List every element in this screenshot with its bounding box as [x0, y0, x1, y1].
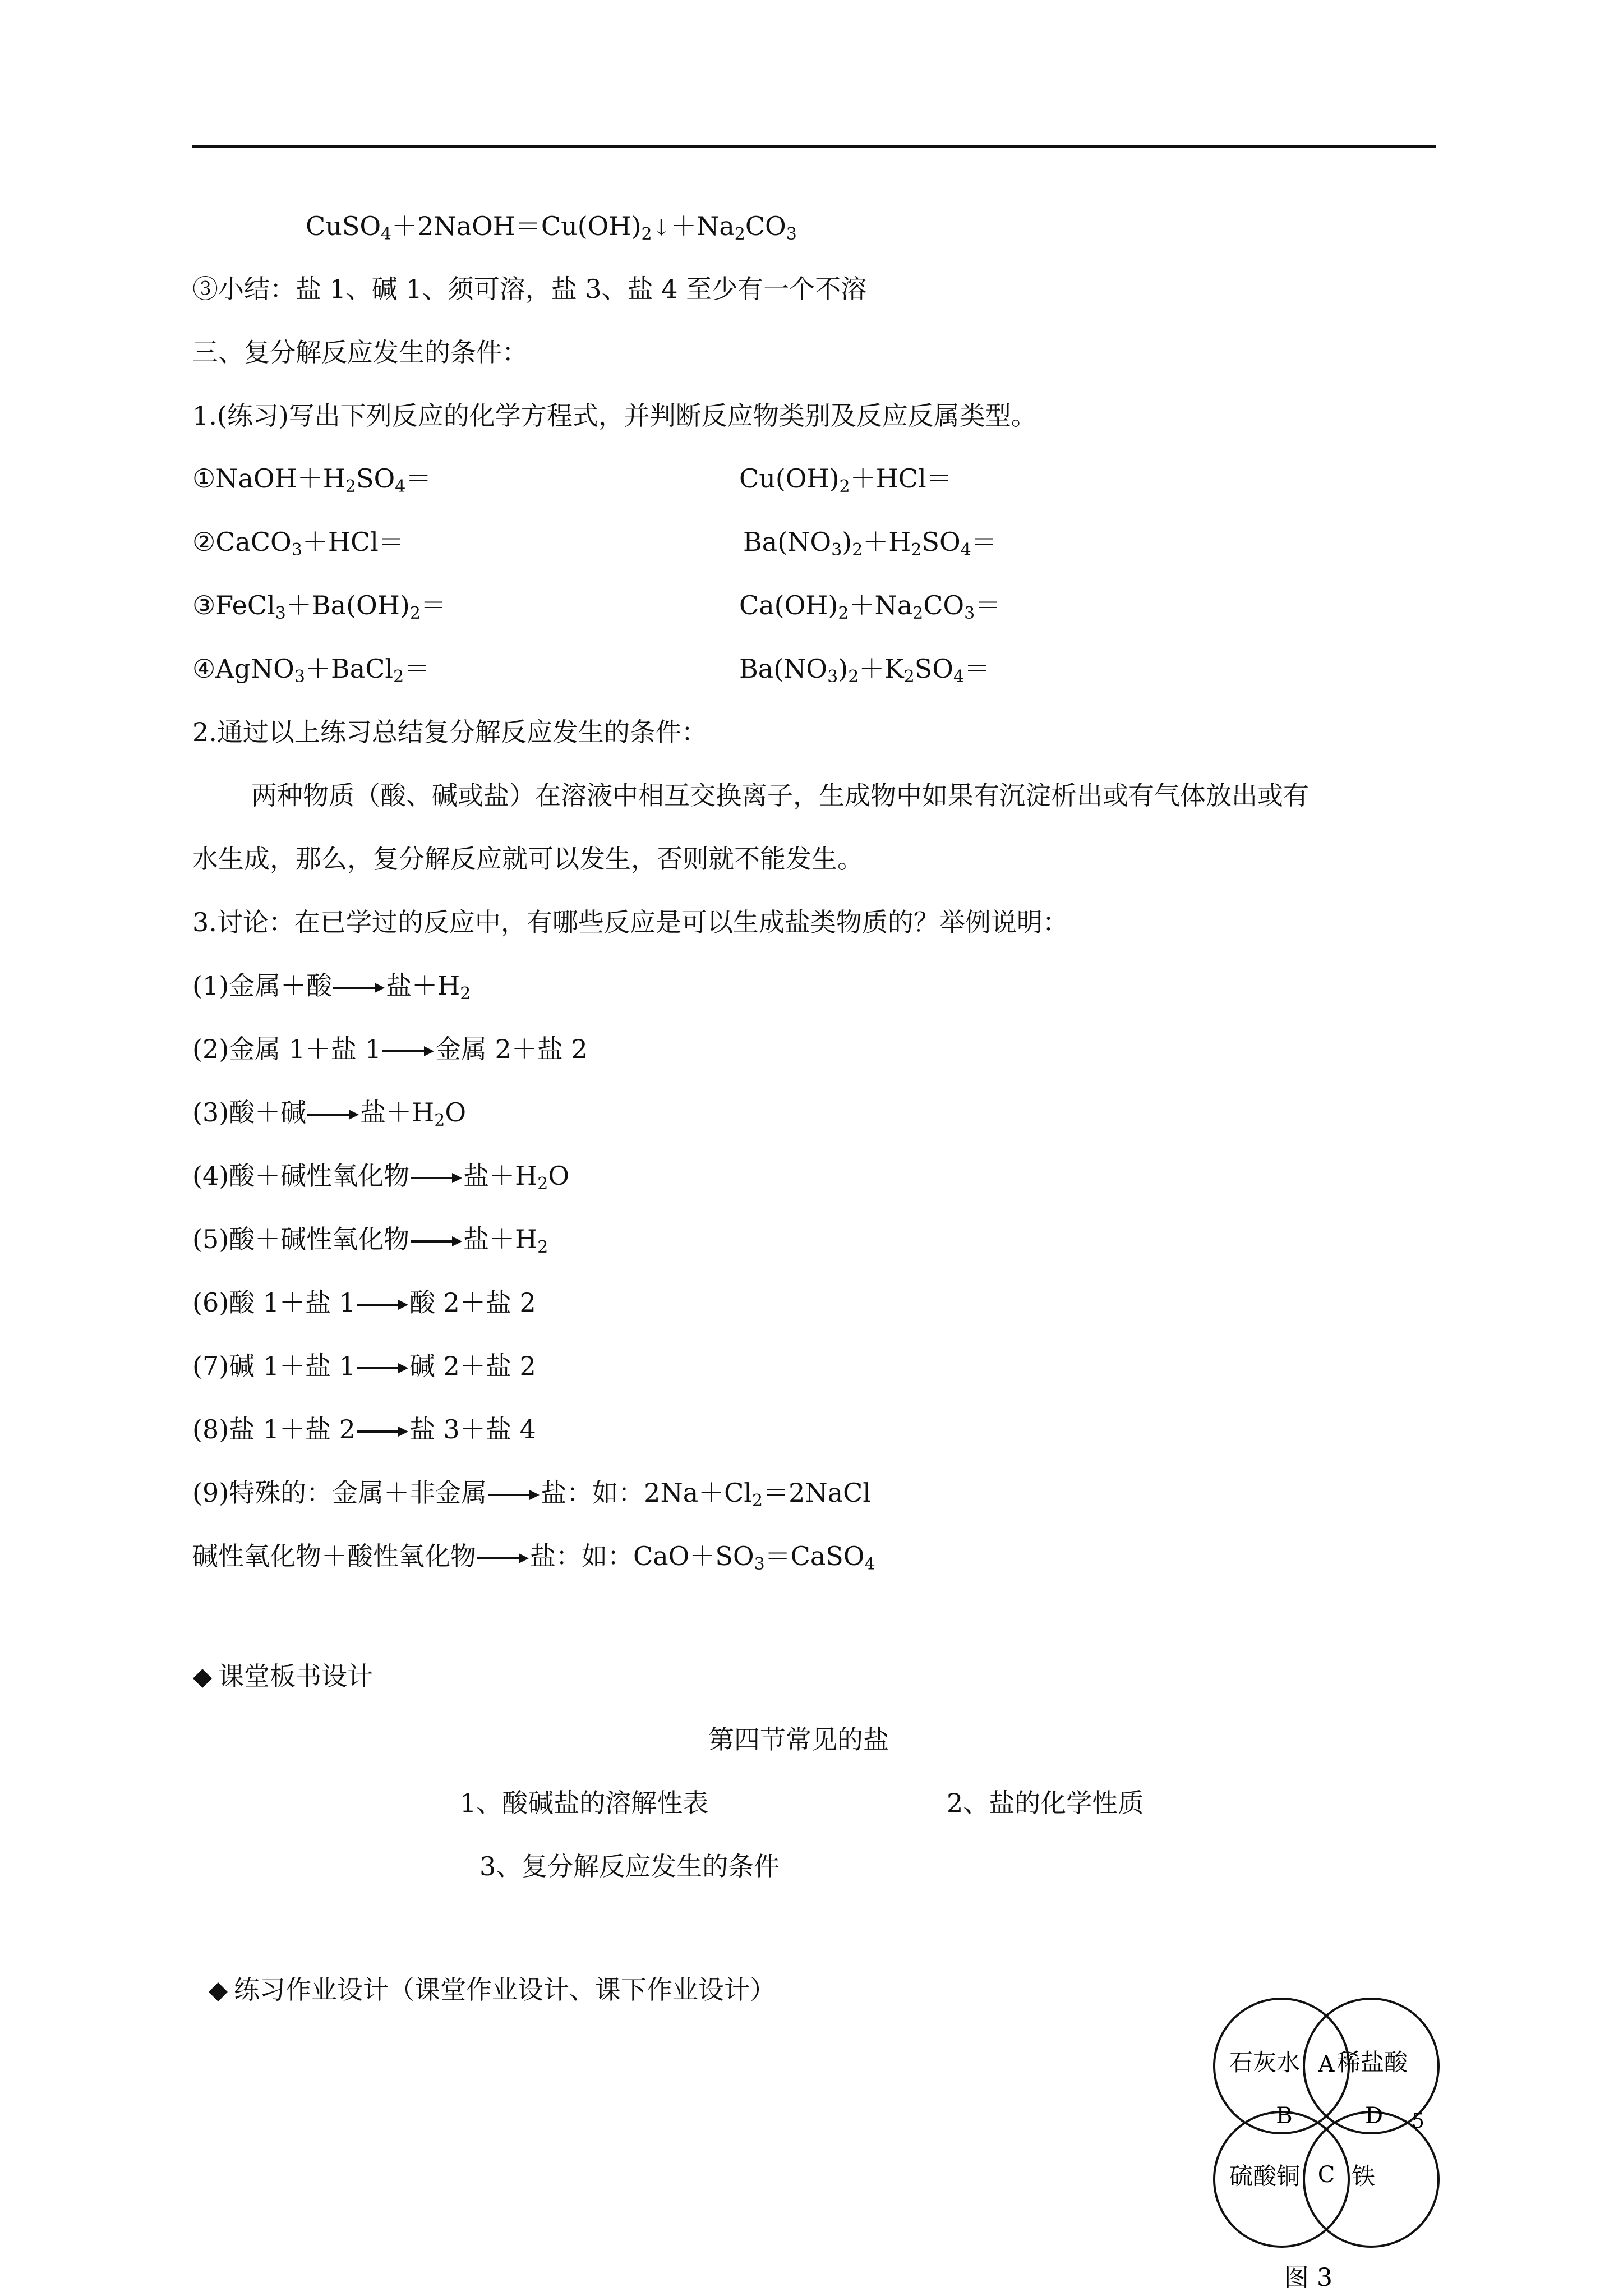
exercise-4-right: $Ba(NO_3)_2+K_2SO_4=$ [739, 654, 990, 687]
arrow-icon [488, 1489, 540, 1501]
discussion-title: 3.讨论：在已学过的反应中，有哪些反应是可以生成盐类物质的？举例说明： [192, 907, 1068, 937]
diamond-bullet-icon [209, 1982, 228, 2001]
diamond-bullet-icon [193, 1669, 212, 1688]
page-number: 5 [1412, 2110, 1424, 2133]
homework-heading: 练习作业设计（课堂作业设计、课下作业设计） [208, 1973, 776, 2007]
arrow-icon [477, 1553, 529, 1564]
venn-label-iron: 铁 [1352, 2162, 1376, 2190]
reaction-6: (6)酸 1＋盐 1 酸 2＋盐 2 [192, 1287, 536, 1318]
arrow-icon [411, 1172, 462, 1184]
board-design-heading: 课堂板书设计 [192, 1659, 373, 1693]
arrow-icon [357, 1299, 408, 1310]
venn-region-d: D [1364, 2103, 1384, 2129]
reaction-9: (9)特殊的：金属＋非金属 盐：如：$2Na+Cl_2=2NaCl$ [192, 1478, 871, 1511]
board-item-1: 1、酸碱盐的溶解性表 [460, 1788, 709, 1818]
board-title: 第四节常见的盐 [708, 1724, 889, 1755]
venn-diagram [1161, 1980, 1441, 2294]
venn-label-hydrochloric-acid: 稀盐酸 [1337, 2049, 1408, 2076]
exercise-4-left: ④AgNO$_3$＋BaCl$_2$＝ [192, 654, 430, 687]
arrow-icon [357, 1363, 408, 1374]
reaction-3: (3)酸＋碱 盐$+H_2O$ [192, 1097, 467, 1130]
conclusion-title: 2.通过以上练习总结复分解反应发生的条件： [192, 717, 707, 747]
venn-region-b: B [1276, 2103, 1293, 2129]
exercise-intro: 1.(练习)写出下列反应的化学方程式，并判断反应物类别及反应反属类型。 [192, 401, 1037, 431]
equation-cuso4-naoh: $CuSO_4+2NaOH=Cu(OH)_2↓+Na_2CO_3$ [306, 211, 797, 244]
arrow-icon [333, 982, 385, 993]
header-rule [192, 145, 1436, 148]
figure-caption: 图 3 [1284, 2263, 1332, 2292]
exercise-1-left: $①NaOH+H_2SO_4=$ [192, 463, 432, 496]
exercise-2-left: ②CaCO$_3$＋HCl＝ [192, 527, 404, 560]
reaction-8: (8)盐 1＋盐 2 盐 3＋盐 4 [192, 1414, 536, 1444]
reaction-1: (1)金属＋酸 盐$+H_2$ [192, 970, 471, 1004]
conclusion-paragraph-line-1: 两种物质（酸、碱或盐）在溶液中相互交换离子，生成物中如果有沉淀析出或有气体放出或有 [251, 780, 1309, 811]
exercise-3-left: $③FeCl_3+Ba(OH)_2=$ [192, 590, 446, 623]
reaction-5: (5)酸＋碱性氧化物 盐$+H_2$ [192, 1224, 548, 1257]
board-item-3: 3、复分解反应发生的条件 [479, 1851, 780, 1881]
venn-region-c: C [1317, 2162, 1335, 2188]
exercise-2-right: $Ba(NO_3)_2+H_2SO_4=$ [743, 527, 997, 560]
exercise-1-right: $Cu(OH)_2+HCl=$ [739, 463, 952, 496]
venn-region-a: A [1318, 2051, 1335, 2077]
arrow-icon [307, 1109, 359, 1120]
reaction-2: (2)金属 1＋盐 1 金属 2＋盐 2 [192, 1034, 588, 1064]
arrow-icon [411, 1236, 462, 1247]
venn-label-copper-sulfate: 硫酸铜 [1229, 2162, 1301, 2190]
reaction-7: (7)碱 1＋盐 1 碱 2＋盐 2 [192, 1351, 536, 1381]
summary-line: ③小结：盐 1、碱 1、须可溶，盐 3、盐 4 至少有一个不溶 [192, 274, 867, 304]
section-3-title: 三、复分解反应发生的条件： [192, 337, 528, 367]
reaction-10: 碱性氧化物＋酸性氧化物 盐：如：$CaO+SO_3=CaSO_4$ [192, 1541, 875, 1574]
board-item-2: 2、盐的化学性质 [947, 1788, 1144, 1818]
exercise-3-right: $Ca(OH)_2+Na_2CO_3=$ [739, 590, 1001, 623]
arrow-icon [382, 1046, 434, 1057]
venn-label-limewater: 石灰水 [1229, 2049, 1301, 2076]
conclusion-paragraph-line-2: 水生成，那么，复分解反应就可以发生，否则就不能发生。 [192, 844, 863, 874]
reaction-4: (4)酸＋碱性氧化物 盐$+H_2O$ [192, 1161, 570, 1194]
arrow-icon [357, 1426, 408, 1437]
